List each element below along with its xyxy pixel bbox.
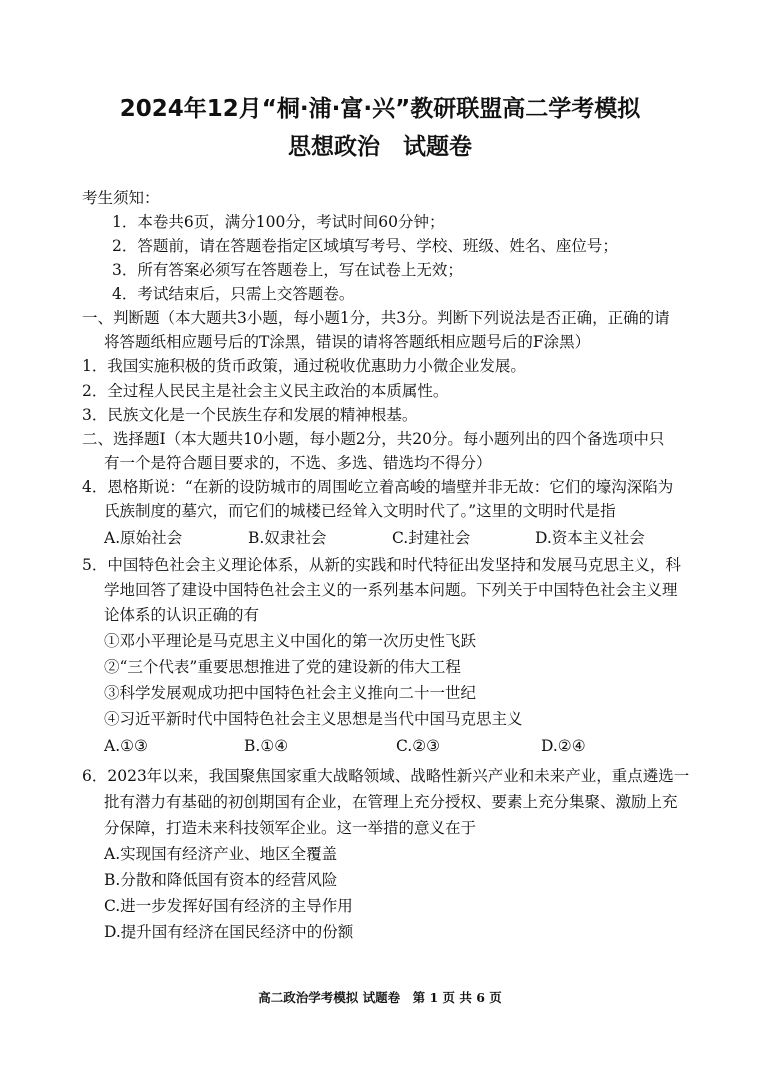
option: A.实现国有经济产业、地区全覆盖 [104, 845, 338, 863]
option: D.②④ [541, 737, 586, 755]
question-6-stem: 6．2023年以来，我国聚焦国家重大战略领域、战略性新兴产业和未来产业，重点遴选一 [82, 767, 690, 785]
question-5-stem: 论体系的认识正确的有 [104, 606, 260, 624]
question-6-stem: 批有潜力有基础的初创期国有企业，在管理上充分授权、要素上充分集聚、激励上充 [104, 793, 678, 811]
question-4-stem: 氏族制度的墓穴，而它们的城楼已经耸入文明时代了。”这里的文明时代是指 [104, 502, 616, 520]
question-4-stem: 4．恩格斯说：“在新的设防城市的周围屹立着高峻的墙壁并非无故：它们的壕沟深陷为 [82, 478, 674, 496]
option: B.分散和降低国有资本的经营风险 [104, 871, 338, 889]
option: A.①③ [104, 737, 148, 755]
section-heading: 一、判断题（本大题共3小题，每小题1分，共3分。判断下列说法是否正确，正确的请 [82, 309, 670, 327]
question: 1．我国实施积极的货币政策，通过税收优惠助力小微企业发展。 [82, 357, 526, 375]
option: C.进一步发挥好国有经济的主导作用 [104, 897, 353, 915]
notice-item: 3．所有答案必须写在答题卷上，写在试卷上无效； [112, 261, 463, 279]
section-heading: 将答题纸相应题号后的T涂黑，错误的请将答题纸相应题号后的F涂黑） [104, 333, 591, 351]
option: C.封建社会 [392, 529, 471, 547]
option: A.原始社会 [104, 529, 183, 547]
question-5-stem: 学地回答了建设中国特色社会主义的一系列基本问题。下列关于中国特色社会主义理 [104, 581, 678, 599]
question: 3．民族文化是一个民族生存和发展的精神根基。 [82, 406, 418, 424]
notice-item: 2．答题前，请在答题卷指定区域填写考号、学校、班级、姓名、座位号； [112, 237, 618, 255]
option: D.提升国有经济在国民经济中的份额 [104, 923, 354, 941]
option: D.资本主义社会 [535, 529, 645, 547]
statement: ②“三个代表”重要思想推进了党的建设新的伟大工程 [104, 658, 461, 676]
page-title-line1: 2024年12月“桐·浦·富·兴”教研联盟高二学考模拟 [119, 96, 641, 122]
notice-item: 4．考试结束后，只需上交答题卷。 [112, 285, 355, 303]
page-footer: 高二政治学考模拟 试题卷 第 1 页 共 6 页 [258, 990, 502, 1005]
question-5-stem: 5．中国特色社会主义理论体系，从新的实践和时代特征出发坚持和发展马克思主义，科 [82, 556, 681, 574]
statement: ④习近平新时代中国特色社会主义思想是当代中国马克思主义 [104, 710, 523, 728]
page-title-line2: 思想政治 试题卷 [288, 134, 472, 160]
statement: ①邓小平理论是马克思主义中国化的第一次历史性飞跃 [104, 632, 477, 650]
section-heading: 有一个是符合题目要求的，不选、多选、错选均不得分） [104, 454, 492, 472]
option: C.②③ [396, 737, 441, 755]
statement: ③科学发展观成功把中国特色社会主义推向二十一世纪 [104, 684, 477, 702]
option: B.奴隶社会 [248, 529, 327, 547]
question: 2．全过程人民民主是社会主义民主政治的本质属性。 [82, 382, 449, 400]
section-heading: 二、选择题Ⅰ（本大题共10小题，每小题2分，共20分。每小题列出的四个备选项中只 [82, 430, 665, 448]
question-6-stem: 分保障，打造未来科技领军企业。这一举措的意义在于 [104, 819, 477, 837]
notice-heading: 考生须知： [82, 189, 160, 207]
option: B.①④ [244, 737, 289, 755]
notice-item: 1．本卷共6页，满分100分，考试时间60分钟； [112, 213, 445, 231]
